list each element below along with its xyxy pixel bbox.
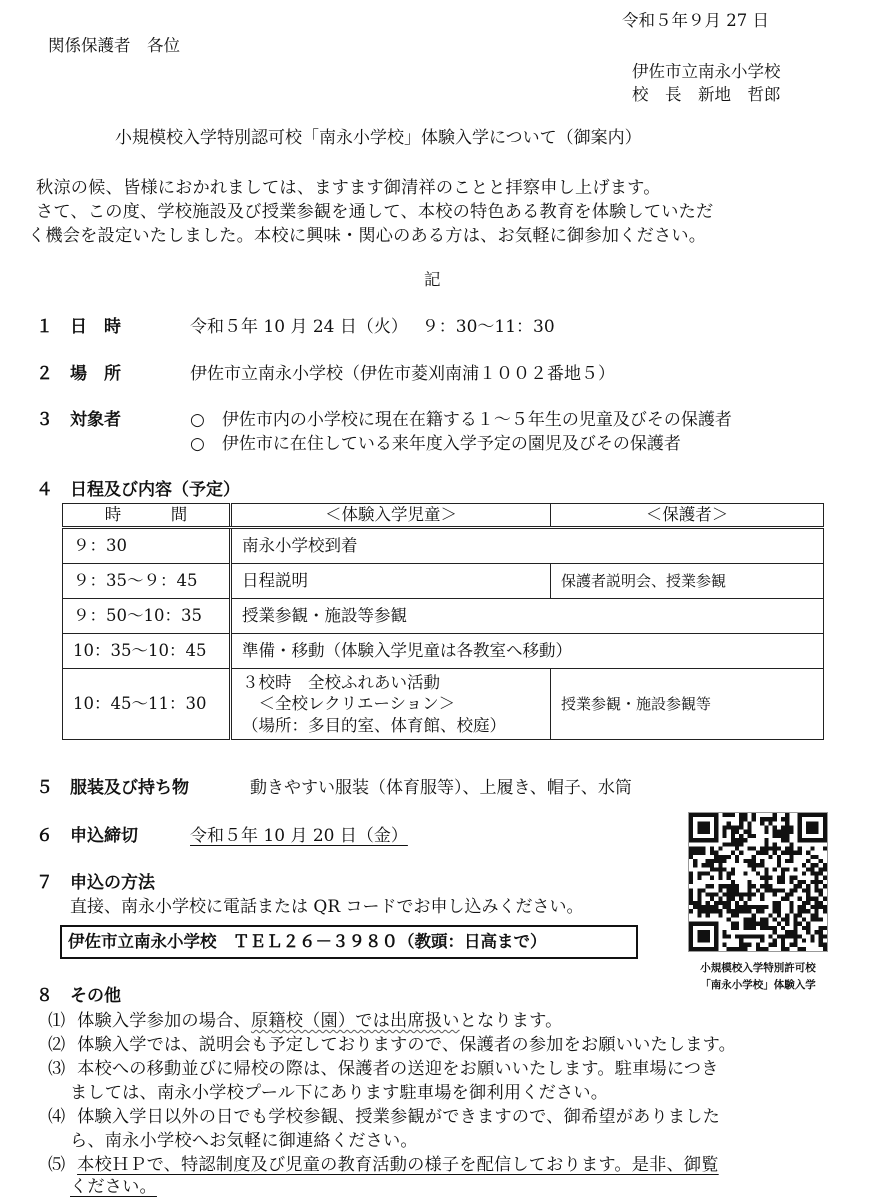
row-time: 10：45～11：30 [63,669,231,740]
other-item-1-text-a: 体験入学参加の場合、 [77,1011,251,1031]
row-time: 10：35～10：45 [63,634,231,669]
row-time: ９：35～９：45 [63,564,231,599]
other-item-2-number: ⑵ [48,1035,66,1055]
other-item-3-text-b: ましては、南永小学校プール下にあります駐車場を御利用ください。 [70,1083,609,1103]
other-item-1 [48,1011,563,1032]
row-parent: 授業参観・施設参観等 [551,669,824,740]
qr-modules [689,813,827,951]
other-item-4-text-a: 体験入学日以外の日でも学校参観、授業参観ができますので、御希望がありました [77,1107,721,1127]
item-8-number: ８ [36,986,53,1006]
header-time: 時 間 [63,504,231,528]
item-3-label: 対象者 [70,410,121,430]
item-1-number: １ [36,317,53,337]
item-1-value: 令和５年 10 月 24 日（火） ９：30～11：30 [190,317,555,337]
item-3-line-2: ○ 伊佐市に在住している来年度入学予定の園児及びその保護者 [190,434,681,454]
item-3-number: ３ [36,410,53,430]
item-3-line-1: ○ 伊佐市内の小学校に現在在籍する１～５年生の児童及びその保護者 [190,410,732,430]
row-child: 準備・移動（体験入学児童は各教室へ移動） [231,634,824,669]
qr-code[interactable] [688,812,828,952]
other-item-4-text-b: ら、南永小学校へお気軽に御連絡ください。 [70,1131,418,1151]
item-5-value: 動きやすい服装（体育服等）、上履き、帽子、水筒 [250,778,632,798]
qr-code-icon [689,813,827,951]
header-child: ＜体験入学児童＞ [231,504,551,528]
ki-marker: 記 [424,270,441,289]
contact-box: 伊佐市立南永小学校 ＴＥＬ２６－３９８０（教頭：日高まで） [60,925,638,959]
document-title: 小規模校入学特別認可校「南永小学校」体験入学について（御案内） [115,128,642,148]
other-item-3 [48,1059,719,1080]
intro-line-2: さて、この度、学校施設及び授業参観を通して、本校の特色ある教育を体験していただ [36,202,714,222]
item-6-number: ６ [36,826,53,846]
other-item-1-text-c: となります。 [459,1011,563,1031]
row-child-line-3: （場所：多目的室、体育館、校庭） [242,715,506,735]
other-item-4 [48,1107,720,1128]
item-6-value: 令和５年 10 月 20 日（金） [190,826,408,846]
item-5-number: ５ [36,778,53,798]
row-child: 授業参観・施設等参観 [231,599,824,634]
item-7-label: 申込の方法 [70,873,155,893]
other-item-1-text-highlight: 原籍校（園）では出席扱い [250,1011,460,1031]
intro-line-3: く機会を設定いたしました。本校に興味・関心のある方は、お気軽に御参加ください。 [28,226,707,246]
row-child: 南永小学校到着 [231,528,824,564]
other-item-5-number: ⑸ [48,1155,66,1175]
item-4-number: ４ [36,480,53,500]
item-8-label: その他 [70,986,121,1006]
other-item-5 [48,1155,719,1176]
table-row [63,634,824,669]
addressee: 関係保護者 各位 [48,36,180,55]
item-7-number: ７ [36,873,53,893]
table-row [63,528,824,564]
row-time: ９：30 [63,528,231,564]
other-item-1-number: ⑴ [48,1011,66,1031]
row-child-line-1: ３校時 全校ふれあい活動 [242,673,440,693]
item-1-label: 日 時 [70,317,121,337]
row-child: 日程説明 [231,564,551,599]
intro-line-1: 秋涼の候、皆様におかれましては、ますます御清祥のことと拝察申し上げます。 [36,178,661,198]
other-item-5-text-a: 本校ＨＰで、特認制度及び児童の教育活動の様子を配信しております。是非、御覧 [77,1155,719,1175]
other-item-4-number: ⑷ [48,1107,66,1127]
other-item-3-text-a: 本校への移動並びに帰校の際は、保護者の送迎をお願いいたします。駐車場につき [77,1059,719,1079]
other-item-5-text-b: ください。 [70,1177,157,1197]
header-parent: ＜保護者＞ [551,504,824,528]
other-item-2 [48,1035,736,1056]
principal-name: 校 長 新地 哲郎 [632,85,781,104]
item-7-value: 直接、南永小学校に電話または QR コードでお申し込みください。 [70,897,584,917]
item-2-value: 伊佐市立南永小学校（伊佐市菱刈南浦１００２番地５） [190,364,615,384]
other-item-2-text: 体験入学では、説明会も予定しておりますので、保護者の参加をお願いいたします。 [77,1035,737,1055]
schedule-table [62,503,824,740]
row-parent: 保護者説明会、授業参観 [551,564,824,599]
qr-caption-2: 「南永小学校」体験入学 [700,979,816,991]
item-2-label: 場 所 [70,364,121,384]
row-child-line-2: ＜全校レクリエーション＞ [242,694,456,714]
school-name: 伊佐市立南永小学校 [632,62,781,81]
item-4-label: 日程及び内容（予定） [70,480,240,500]
table-row [63,564,824,599]
document-date: 令和５年９月 27 日 [622,11,769,30]
row-child-multiline [231,669,551,740]
table-header-row [63,504,824,528]
item-6-label: 申込締切 [70,826,138,846]
table-row [63,599,824,634]
item-5-label: 服装及び持ち物 [70,778,189,798]
table-row [63,669,824,740]
row-time: ９：50～10：35 [63,599,231,634]
other-item-3-number: ⑶ [48,1059,66,1079]
qr-caption-1: 小規模校入学特別許可校 [700,962,816,974]
item-2-number: ２ [36,364,53,384]
